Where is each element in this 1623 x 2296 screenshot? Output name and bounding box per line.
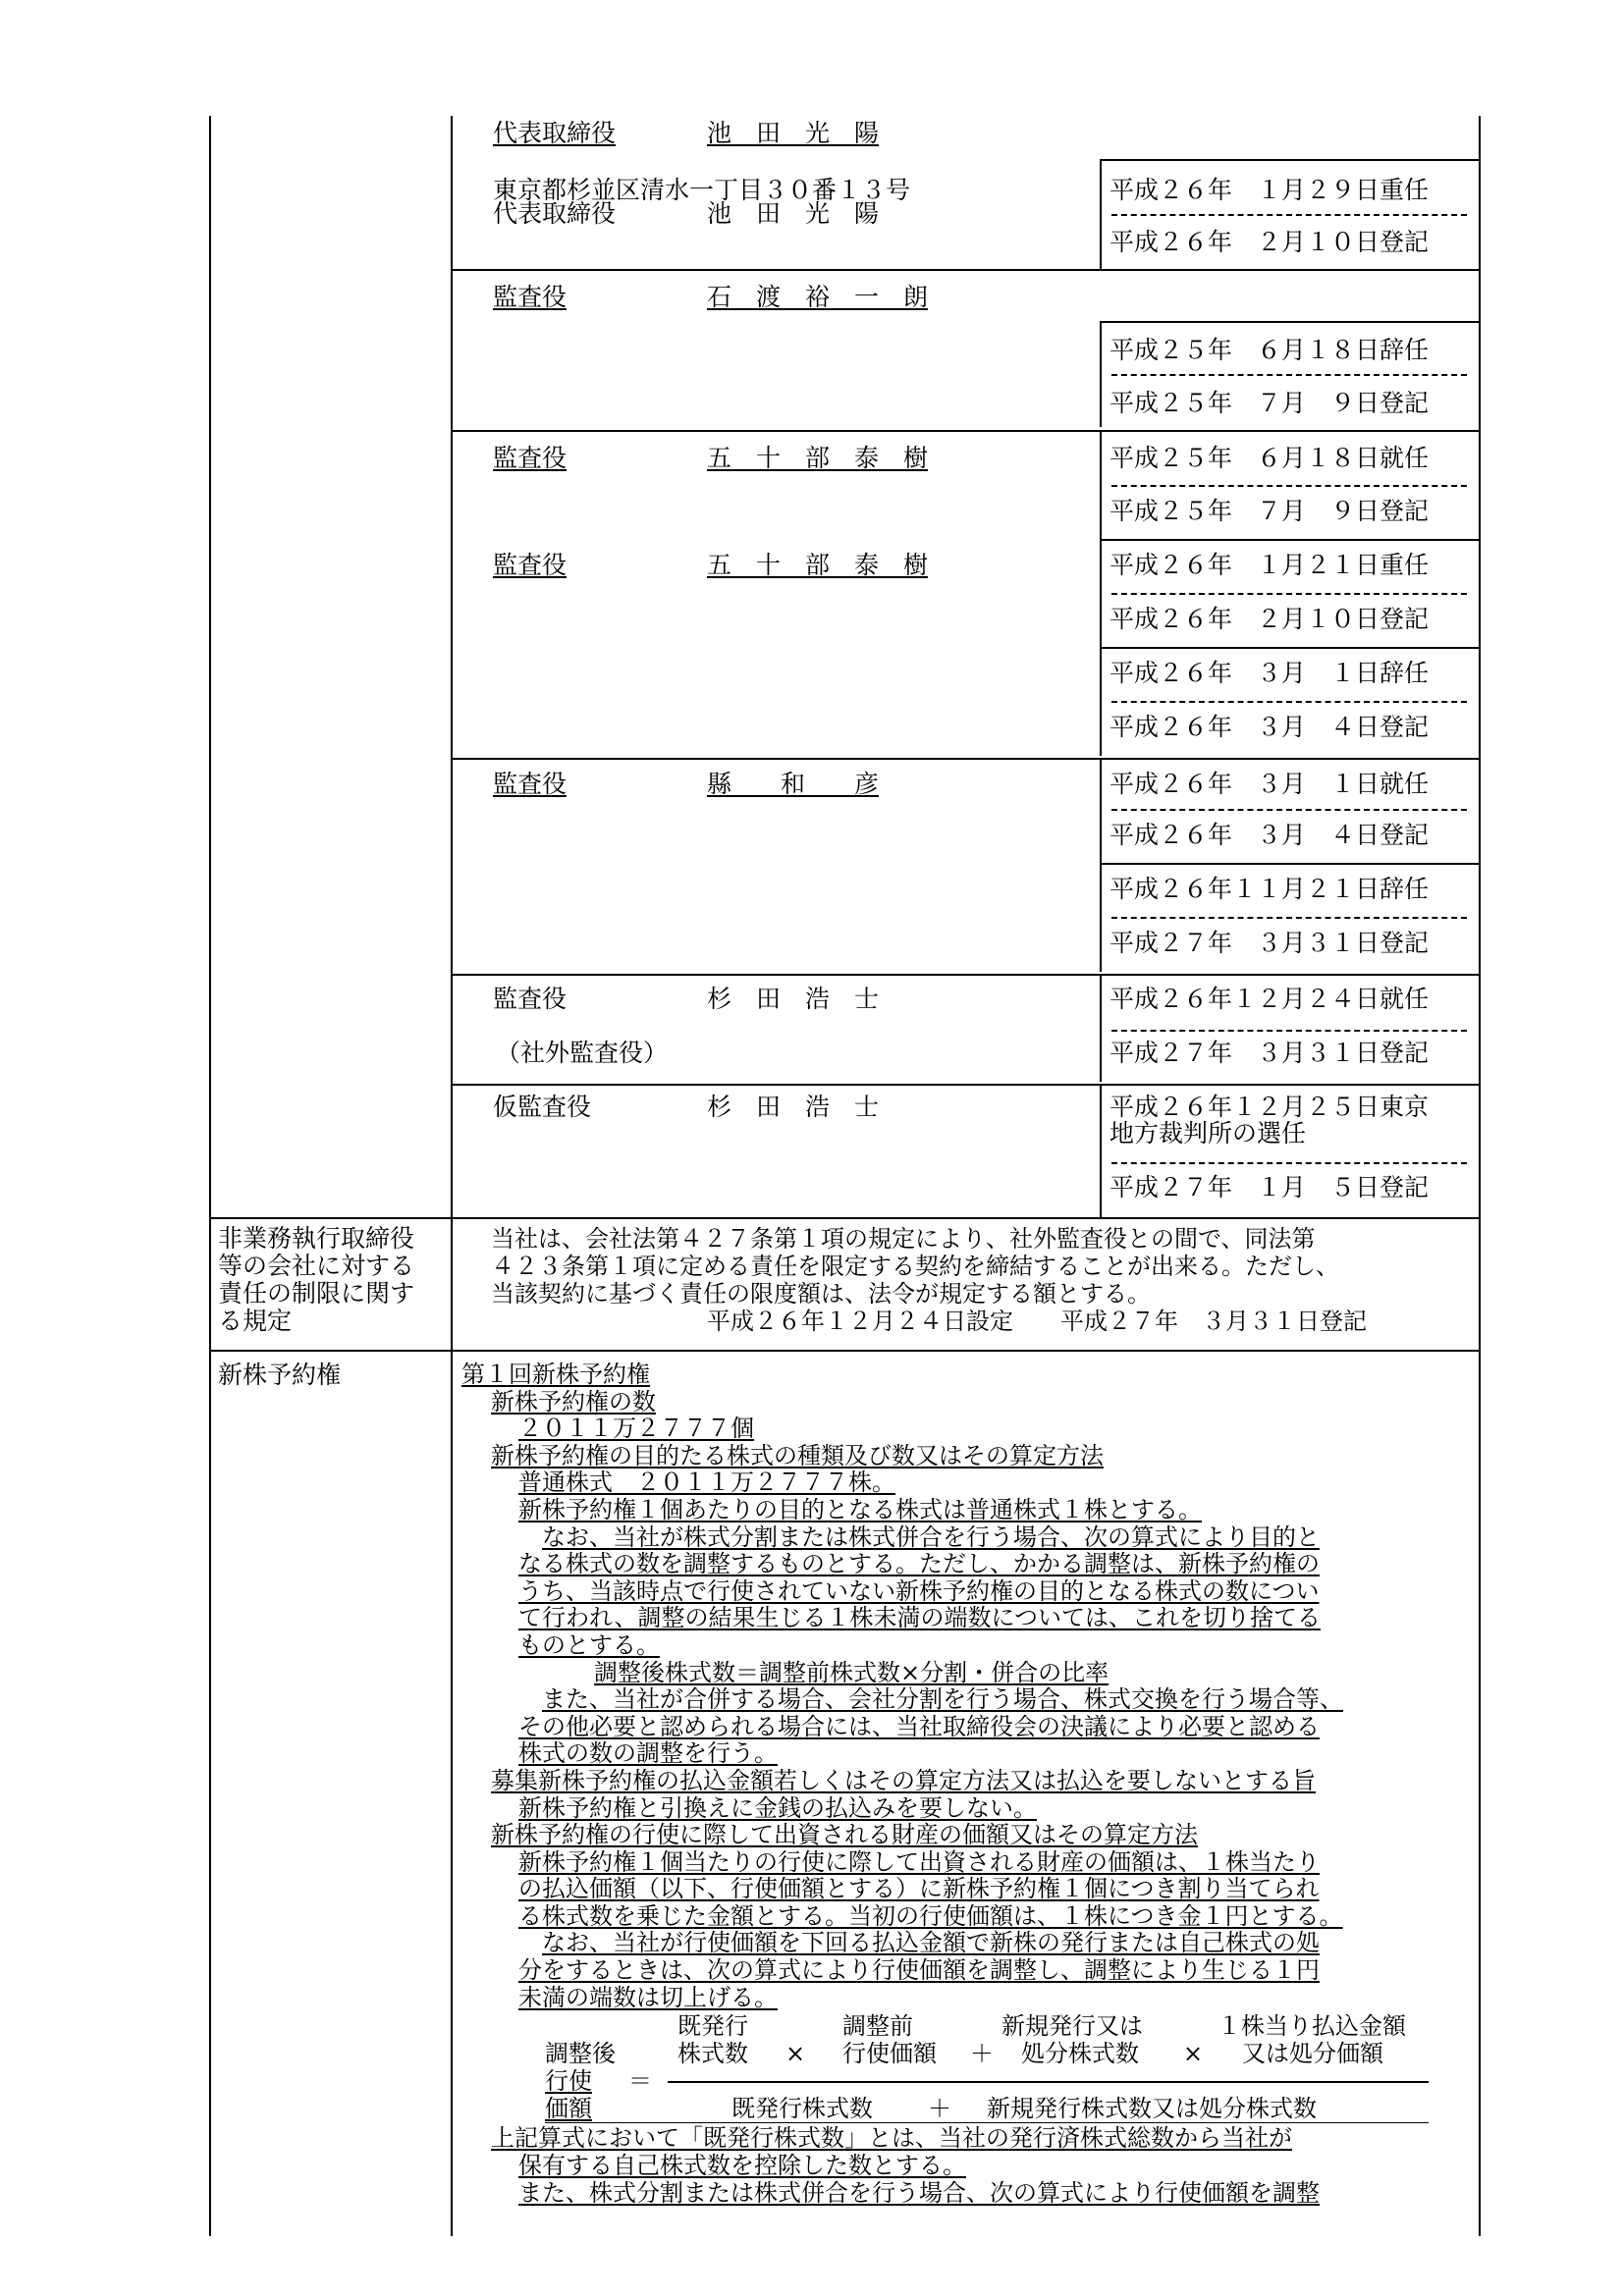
officer-note: （社外監査役） xyxy=(496,1039,669,1067)
officer-title: 監査役 xyxy=(493,283,568,311)
item-heading: 募集新株予約権の払込金額若しくはその算定方法又は払込を要しないとする旨 xyxy=(491,1766,1316,1794)
registry-date: 平成２７年 ３月３１日登記 xyxy=(1109,929,1430,957)
officer-title: 監査役 xyxy=(493,551,568,579)
formula-cell: 行使 xyxy=(545,2067,592,2095)
registry-date: 平成２６年１２月２５日東京 xyxy=(1109,1093,1430,1121)
registry-date: 平成２６年 ２月１０日登記 xyxy=(1109,228,1430,256)
item-text: る株式数を乗じた金額とする。当初の行使価額は、１株につき金１円とする。 xyxy=(518,1901,1343,1930)
liability-text-line: ４２３条第１項に定める責任を限定する契約を締結することが出来る。ただし、 xyxy=(491,1253,1339,1280)
formula-cell: 新規発行株式数又は処分株式数 xyxy=(987,2095,1317,2122)
item-text: その他必要と認められる場合には、当社取締役会の決議により必要と認める xyxy=(518,1712,1320,1740)
officer-name: 五 十 部 泰 樹 xyxy=(707,444,929,472)
registry-date: 平成２６年 １月２１日重任 xyxy=(1109,551,1430,579)
formula-cell: ＝ xyxy=(628,2067,652,2095)
registry-date: 平成２５年 ６月１８日辞任 xyxy=(1109,336,1430,364)
registry-date: 平成２６年 ２月１０日登記 xyxy=(1109,605,1430,633)
officer-name: 池 田 光 陽 xyxy=(707,199,880,228)
item-text: の払込価額（以下、行使価額とする）に新株予約権１個につき割り当てられ xyxy=(518,1875,1320,1903)
label-line: 非業務執行取締役 xyxy=(218,1224,415,1253)
fraction-bar xyxy=(668,2081,1429,2083)
officer-address: 東京都杉並区清水一丁目３０番１３号 xyxy=(493,176,911,204)
registry-date: 平成２６年 ３月 ４日登記 xyxy=(1109,713,1430,741)
registry-date: 平成２７年 ３月３１日登記 xyxy=(1109,1039,1430,1067)
officer-name: 池 田 光 陽 xyxy=(707,119,880,147)
label-line: 等の会社に対する xyxy=(218,1252,415,1280)
officer-title: 仮監査役 xyxy=(493,1093,592,1121)
formula-cell: × xyxy=(1183,2040,1204,2067)
officer-title: 監査役 xyxy=(493,770,568,798)
formula-cell: 既発行 xyxy=(677,2012,748,2040)
officer-name: 杉 田 浩 士 xyxy=(707,1093,880,1121)
item-value: 新株予約権と引換えに金銭の払込みを要しない。 xyxy=(518,1793,1037,1822)
liability-text-line: 当該契約に基づく責任の限度額は、法令が規定する額とする。 xyxy=(491,1280,1151,1308)
stock-options-label: 新株予約権 xyxy=(218,1361,342,1389)
item-text: なお、当社が株式分割または株式併合を行う場合、次の算式により目的と xyxy=(542,1522,1320,1551)
officer-title: 監査役 xyxy=(493,985,568,1013)
item-text: うち、当該時点で行使されていない新株予約権の目的となる株式の数につい xyxy=(518,1576,1320,1605)
item-text: 株式の数の調整を行う。 xyxy=(518,1739,778,1768)
registry-date: 平成２６年 １月２９日重任 xyxy=(1109,176,1430,204)
formula-cell: 又は処分価額 xyxy=(1242,2040,1383,2067)
item-value: ２０１１万２７７７個 xyxy=(518,1415,754,1443)
formula-text: 調整後株式数＝調整前株式数×分割・併合の比率 xyxy=(594,1658,1109,1686)
item-text: また、当社が合併する場合、会社分割を行う場合、株式交換を行う場合等、 xyxy=(542,1685,1343,1714)
formula-cell: 調整後 xyxy=(545,2040,616,2067)
formula-cell: 行使価額 xyxy=(842,2040,937,2067)
label-line: る規定 xyxy=(218,1307,293,1335)
registry-date: 平成２７年 １月 ５日登記 xyxy=(1109,1173,1430,1201)
officer-title: 代表取締役 xyxy=(493,119,617,147)
registry-date: 平成２６年 ３月 １日辞任 xyxy=(1109,659,1430,687)
item-text: 保有する自己株式数を控除した数とする。 xyxy=(518,2152,966,2179)
item-text: なる株式の数を調整するものとする。ただし、かかる調整は、新株予約権の xyxy=(518,1550,1320,1578)
item-text: なお、当社が行使価額を下回る払込金額で新株の発行または自己株式の処 xyxy=(542,1929,1320,1957)
registry-date: 平成２６年 ３月 １日就任 xyxy=(1109,770,1430,798)
item-heading: 新株予約権の数 xyxy=(491,1387,656,1415)
registry-date: 平成２６年１１月２１日辞任 xyxy=(1109,875,1430,903)
formula-cell: 価額 xyxy=(545,2095,592,2122)
item-text: ものとする。 xyxy=(518,1630,660,1659)
formula-cell: 株式数 xyxy=(677,2040,748,2067)
item-text: 新株予約権１個あたりの目的となる株式は普通株式１株とする。 xyxy=(518,1495,1202,1523)
registry-date: 平成２６年 ３月 ４日登記 xyxy=(1109,821,1430,849)
officer-title: 代表取締役 xyxy=(493,199,617,228)
officer-name: 五 十 部 泰 樹 xyxy=(707,551,929,579)
registry-date: 地方裁判所の選任 xyxy=(1109,1119,1307,1148)
liability-dates: 平成２６年１２月２４日設定 平成２７年 ３月３１日登記 xyxy=(707,1308,1367,1335)
officer-title: 監査役 xyxy=(493,444,568,472)
registry-date: 平成２５年 ７月 ９日登記 xyxy=(1109,389,1430,417)
item-heading: 新株予約権の行使に際して出資される財産の価額又はその算定方法 xyxy=(491,1821,1198,1849)
item-text: 新株予約権１個当たりの行使に際して出資される財産の価額は、１株当たり xyxy=(518,1847,1320,1876)
section-heading: 第１回新株予約権 xyxy=(461,1361,650,1388)
liability-text-line: 当社は、会社法第４２７条第１項の規定により、社外監査役との間で、同法第 xyxy=(491,1225,1316,1253)
formula-cell: ＋ xyxy=(928,2095,951,2122)
formula-cell: １株当り払込金額 xyxy=(1217,2012,1406,2040)
officer-name: 杉 田 浩 士 xyxy=(707,985,880,1013)
registry-date: 平成２５年 ６月１８日就任 xyxy=(1109,444,1430,472)
item-text: 未満の端数は切上げる。 xyxy=(518,1983,778,2011)
item-text: て行われ、調整の結果生じる１株未満の端数については、これを切り捨てる xyxy=(518,1604,1321,1632)
registry-date: 平成２６年１２月２４日就任 xyxy=(1109,985,1430,1013)
formula-cell: 新規発行又は xyxy=(1001,2012,1143,2040)
formula-cell: × xyxy=(785,2040,806,2067)
item-value: 普通株式 ２０１１万２７７７株。 xyxy=(518,1468,895,1497)
formula-cell: 既発行株式数 xyxy=(731,2095,873,2122)
officer-name: 石 渡 裕 一 朗 xyxy=(707,283,929,311)
item-text: 上記算式において「既発行株式数」とは、当社の発行済株式総数から当社が xyxy=(491,2124,1292,2152)
label-line: 責任の制限に関す xyxy=(218,1279,415,1308)
item-text: また、株式分割または株式併合を行う場合、次の算式により行使価額を調整 xyxy=(518,2179,1320,2207)
registry-date: 平成２５年 ７月 ９日登記 xyxy=(1109,497,1430,525)
officer-name: 縣 和 彦 xyxy=(707,770,880,798)
formula-cell: 処分株式数 xyxy=(1021,2040,1139,2067)
item-text: 分をするときは、次の算式により行使価額を調整し、調整により生じる１円 xyxy=(518,1956,1320,1985)
item-heading: 新株予約権の目的たる株式の種類及び数又はその算定方法 xyxy=(491,1441,1104,1469)
formula-cell: ＋ xyxy=(970,2040,994,2067)
formula-cell: 調整前 xyxy=(842,2012,913,2040)
formula-underline xyxy=(545,2122,1429,2123)
